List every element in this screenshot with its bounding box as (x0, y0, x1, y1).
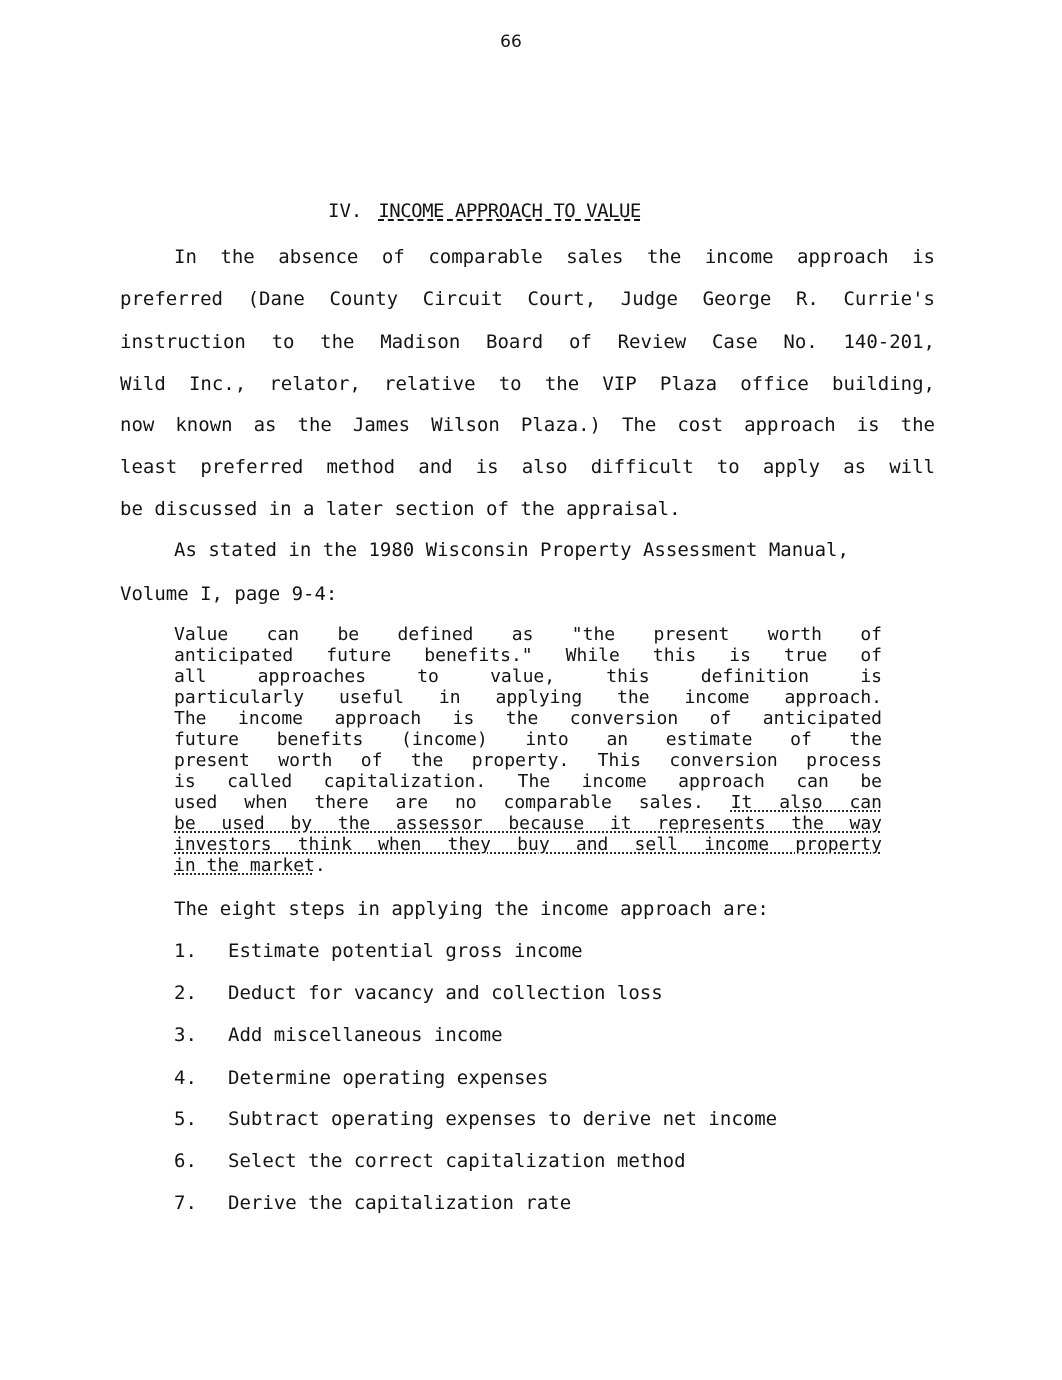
list-item (174, 1191, 571, 1215)
paragraph-1-line-6: least preferred method and is also difficult to apply as will (120, 456, 935, 478)
step-text: Select the correct capitalization method (228, 1150, 686, 1172)
quote-line: anticipated future benefits." While this is true of (174, 645, 882, 666)
paragraph-1-line-1: In the absence of comparable sales the income approach is (174, 246, 935, 268)
quote-text: used when there are no comparable sales. (174, 792, 704, 813)
paragraph-1-line-2: preferred (Dane County Circuit Court, Judge George R. Currie's (120, 288, 935, 310)
paragraph-1-line-3: instruction to the Madison Board of Review Case No. 140-201, (120, 331, 935, 353)
quote-underlined-line: be used by the assessor because it represents the way (174, 813, 882, 834)
step-text: Add miscellaneous income (228, 1024, 503, 1046)
paragraph-1-line-5: now known as the James Wilson Plaza.) The cost approach is the (120, 414, 935, 436)
paragraph-1-line-4: Wild Inc., relator, relative to the VIP Plaza office building, (120, 373, 935, 395)
quote-line (174, 792, 882, 813)
list-item (174, 1149, 686, 1173)
paragraph-1-line-7: be discussed in a later section of the appraisal. (120, 498, 681, 520)
step-text: Deduct for vacancy and collection loss (228, 982, 663, 1004)
list-item (174, 1107, 777, 1131)
quote-line: future benefits (income) into an estimate of the (174, 729, 882, 750)
step-number: 2. (174, 982, 197, 1004)
quote-line: all approaches to value, this definition is (174, 666, 882, 687)
quote-underlined-line: investors think when they buy and sell income property (174, 834, 882, 855)
step-text: Determine operating expenses (228, 1067, 549, 1089)
step-text: Estimate potential gross income (228, 940, 583, 962)
section-title: INCOME APPROACH TO VALUE (378, 200, 641, 222)
step-number: 1. (174, 940, 197, 962)
quote-line: present worth of the property. This conversion process (174, 750, 882, 771)
list-item (174, 1023, 503, 1047)
list-item (174, 981, 663, 1005)
steps-intro: The eight steps in applying the income approach are: (174, 898, 769, 920)
step-number: 6. (174, 1150, 197, 1172)
quote-line: particularly useful in applying the income approach. (174, 687, 882, 708)
step-number: 4. (174, 1067, 197, 1089)
step-number: 7. (174, 1192, 197, 1214)
section-heading (328, 200, 641, 222)
paragraph-2-line-1: As stated in the 1980 Wisconsin Property Assessment Manual, (174, 539, 849, 561)
list-item (174, 939, 583, 963)
quote-underlined-text: It also can (730, 792, 882, 813)
list-item (174, 1066, 548, 1090)
quote-line: is called capitalization. The income approach can be (174, 771, 882, 792)
quote-period: . (314, 855, 326, 876)
step-text: Subtract operating expenses to derive net income (228, 1108, 778, 1130)
quote-line: Value can be defined as "the present worth of (174, 624, 882, 645)
quote-line: The income approach is the conversion of anticipated (174, 708, 882, 729)
step-text: Derive the capitalization rate (228, 1192, 572, 1214)
quote-underlined-text: in the market (174, 855, 315, 876)
section-number: IV. (328, 200, 363, 222)
paragraph-2-line-2: Volume I, page 9-4: (120, 583, 338, 605)
step-number: 3. (174, 1024, 197, 1046)
step-number: 5. (174, 1108, 197, 1130)
page-number: 66 (500, 32, 522, 52)
quote-line (174, 855, 882, 876)
